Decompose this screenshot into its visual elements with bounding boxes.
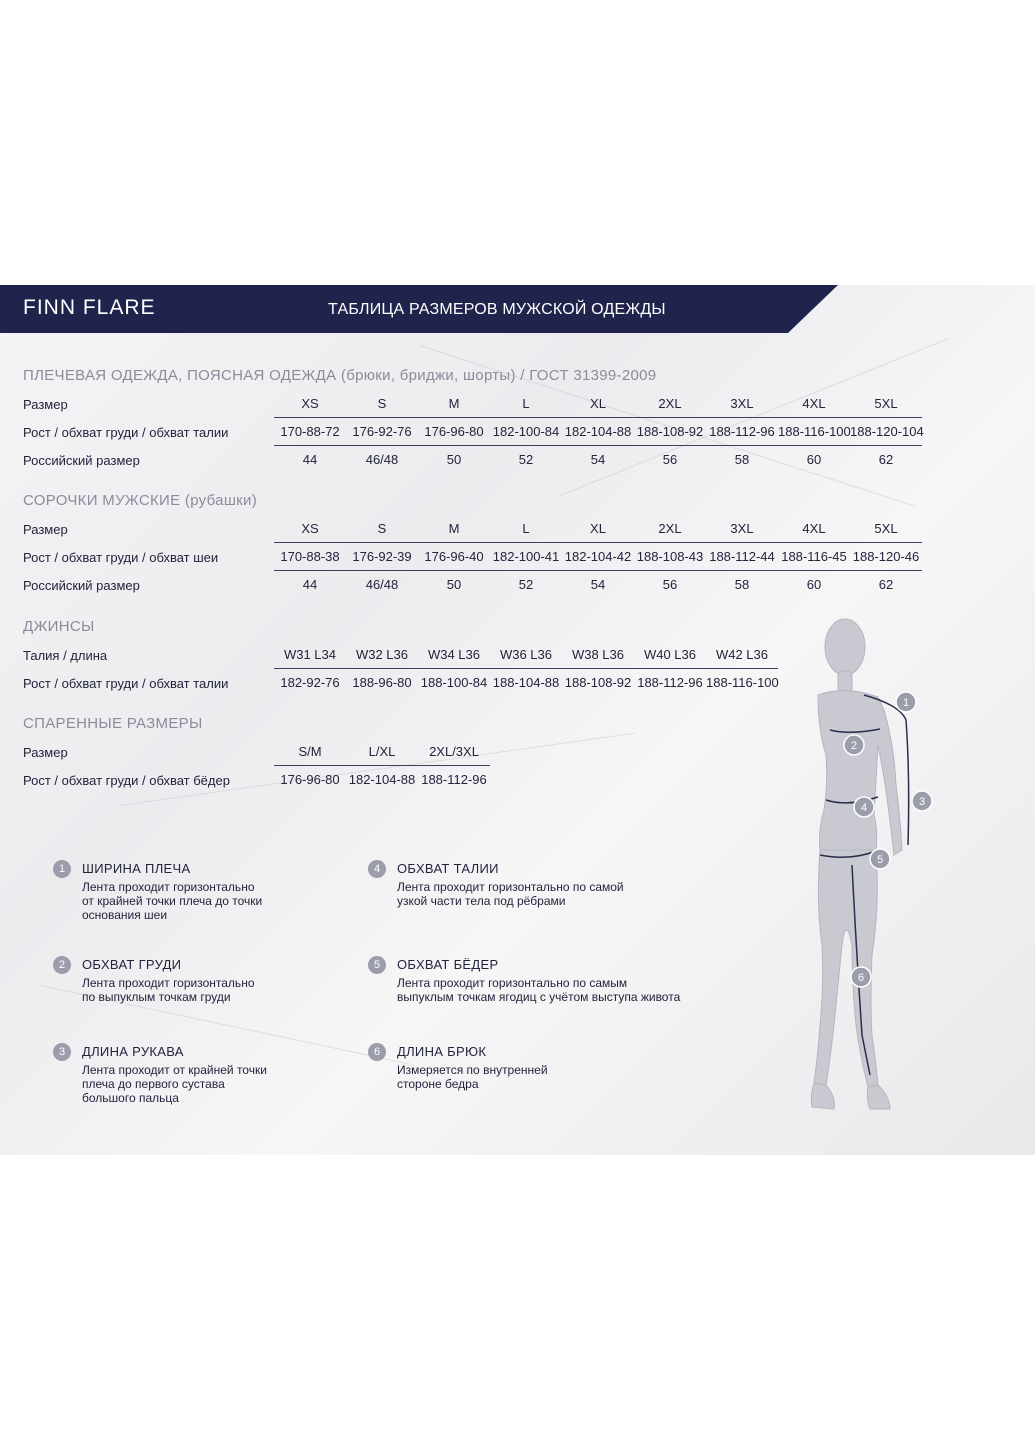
table-cell: 58 — [734, 577, 750, 592]
legend-text: Лента проходит горизонтально по самой узкой части тела под рёбрами — [397, 880, 624, 908]
table-cell: 60 — [806, 452, 822, 467]
table-cell: 2XL — [634, 515, 706, 543]
legend-text: Лента проходит от крайней точки плеча до первого сустава большого пальца — [82, 1063, 267, 1105]
table-cell: 3XL — [706, 515, 778, 543]
table-cell: 188-108-43 — [634, 543, 706, 571]
table-cell: W38 L36 — [562, 641, 634, 669]
marker-badge: 6 — [368, 1043, 386, 1061]
table-cell: 182-92-76 — [280, 675, 340, 690]
table-cell: L — [490, 515, 562, 543]
table-cell: 54 — [590, 452, 606, 467]
marker-label: 6 — [857, 972, 865, 984]
table-cell: W40 L36 — [634, 641, 706, 669]
table-cell: 176-92-76 — [346, 418, 418, 446]
table-cell: 50 — [446, 577, 462, 592]
table-cell: W36 L36 — [490, 641, 562, 669]
table-cell: 182-104-88 — [348, 772, 416, 787]
table-cell: M — [418, 515, 490, 543]
section-title: СОРОЧКИ МУЖСКИЕ (рубашки) — [23, 492, 257, 509]
table-cell: 62 — [878, 577, 894, 592]
table-cell: 176-96-40 — [418, 543, 490, 571]
table-cell: S — [346, 390, 418, 418]
table-cell: 188-104-88 — [492, 675, 560, 690]
table-cell: S — [346, 515, 418, 543]
table-cell: 182-100-41 — [490, 543, 562, 571]
table-cell: 52 — [518, 577, 534, 592]
row-label: Рост / обхват груди / обхват талии — [23, 425, 229, 440]
legend-title: ОБХВАТ ГРУДИ — [82, 957, 182, 972]
table-cell: W42 L36 — [706, 641, 778, 669]
row-label: Российский размер — [23, 453, 140, 468]
row-label: Размер — [23, 522, 68, 537]
brand-logo: FINN FLARE — [23, 296, 156, 319]
table-cell: 50 — [446, 452, 462, 467]
row-label: Рост / обхват груди / обхват шеи — [23, 550, 219, 565]
jeans-size-row — [274, 641, 778, 669]
section-title: СПАРЕННЫЕ РАЗМЕРЫ — [23, 715, 203, 732]
table-cell: 176-96-80 — [280, 772, 340, 787]
table-cell: W31 L34 — [274, 641, 346, 669]
table-cell: 188-112-44 — [706, 543, 778, 571]
table-cell: 170-88-38 — [274, 543, 346, 571]
table-cell: 58 — [734, 452, 750, 467]
table-cell: 188-108-92 — [634, 418, 706, 446]
page-title: ТАБЛИЦА РАЗМЕРОВ МУЖСКОЙ ОДЕЖДЫ — [328, 301, 666, 318]
row-label: Размер — [23, 397, 68, 412]
legend-title: ДЛИНА БРЮК — [397, 1044, 487, 1059]
table-cell: 62 — [878, 452, 894, 467]
legend-title: ШИРИНА ПЛЕЧА — [82, 861, 191, 876]
table-cell: L/XL — [346, 738, 418, 766]
table-cell: 176-92-39 — [346, 543, 418, 571]
ru-size-row — [274, 571, 922, 599]
measure-row — [274, 766, 490, 794]
table-cell: 56 — [662, 452, 678, 467]
table-cell: 182-104-42 — [562, 543, 634, 571]
table-cell: 44 — [302, 452, 318, 467]
legend-text: Лента проходит горизонтально по выпуклым точкам груди — [82, 976, 255, 1004]
marker-badge: 2 — [53, 956, 71, 974]
table-cell: XS — [274, 515, 346, 543]
measure-row — [274, 543, 922, 571]
table-cell: W32 L36 — [346, 641, 418, 669]
table-cell: 52 — [518, 452, 534, 467]
marker-label: 2 — [850, 740, 858, 752]
marker-badge: 1 — [53, 860, 71, 878]
table-cell: W34 L36 — [418, 641, 490, 669]
size-chart-sheet — [0, 285, 1035, 1155]
ru-size-row — [274, 446, 922, 474]
table-cell: 2XL/3XL — [418, 738, 490, 766]
marker-badge: 4 — [368, 860, 386, 878]
table-cell: S/M — [274, 738, 346, 766]
marker-label: 5 — [876, 854, 884, 866]
mannequin-figure — [790, 615, 950, 1135]
legend-title: ОБХВАТ БЁДЕР — [397, 957, 499, 972]
table-cell: 44 — [302, 577, 318, 592]
table-cell: 4XL — [778, 390, 850, 418]
table-cell: 176-96-80 — [418, 418, 490, 446]
table-cell: 46/48 — [365, 452, 399, 467]
table-cell: 188-116-45 — [778, 543, 850, 571]
marker-badge: 3 — [53, 1043, 71, 1061]
table-cell: XL — [562, 390, 634, 418]
section-title: ПЛЕЧЕВАЯ ОДЕЖДА, ПОЯСНАЯ ОДЕЖДА (брюки, бриджи, шорты) / ГОСТ 31399-2009 — [23, 367, 657, 384]
table-cell: 188-100-84 — [420, 675, 488, 690]
section-title: ДЖИНСЫ — [23, 618, 95, 635]
table-cell: 182-100-84 — [490, 418, 562, 446]
measure-row — [274, 418, 922, 446]
row-label: Рост / обхват груди / обхват бёдер — [23, 773, 230, 788]
table-cell: 54 — [590, 577, 606, 592]
row-label: Российский размер — [23, 578, 140, 593]
measure-row — [274, 669, 778, 697]
paired-size-row — [274, 738, 490, 766]
table-cell: 188-116-100 — [706, 675, 779, 690]
row-label: Размер — [23, 745, 68, 760]
table-cell: 188-108-92 — [564, 675, 632, 690]
table-cell: M — [418, 390, 490, 418]
table-cell: XS — [274, 390, 346, 418]
size-row — [274, 390, 922, 418]
size-row — [274, 515, 922, 543]
legend-text: Измеряется по внутренней стороне бедра — [397, 1063, 548, 1091]
table-cell: XL — [562, 515, 634, 543]
table-cell: L — [490, 390, 562, 418]
row-label: Рост / обхват груди / обхват талии — [23, 676, 229, 691]
table-cell: 188-120-104 — [850, 418, 922, 446]
legend-title: ДЛИНА РУКАВА — [82, 1044, 184, 1059]
table-cell: 188-112-96 — [421, 772, 487, 787]
table-cell: 3XL — [706, 390, 778, 418]
table-cell: 188-112-96 — [637, 675, 703, 690]
table-cell: 170-88-72 — [274, 418, 346, 446]
table-cell: 188-112-96 — [706, 418, 778, 446]
table-cell: 188-120-46 — [850, 543, 922, 571]
legend-text: Лента проходит горизонтально от крайней точки плеча до точки основания шеи — [82, 880, 263, 922]
table-cell: 188-116-100 — [778, 418, 850, 446]
marker-label: 3 — [918, 796, 926, 808]
table-cell: 46/48 — [365, 577, 399, 592]
table-cell: 182-104-88 — [562, 418, 634, 446]
legend-title: ОБХВАТ ТАЛИИ — [397, 861, 499, 876]
table-cell: 60 — [806, 577, 822, 592]
marker-label: 1 — [902, 697, 910, 709]
marker-label: 4 — [860, 802, 868, 814]
table-cell: 4XL — [778, 515, 850, 543]
table-cell: 56 — [662, 577, 678, 592]
table-cell: 5XL — [850, 390, 922, 418]
table-cell: 2XL — [634, 390, 706, 418]
legend-text: Лента проходит горизонтально по самым выпуклым точкам ягодиц с учётом выступа живота — [397, 976, 681, 1004]
marker-badge: 5 — [368, 956, 386, 974]
row-label: Талия / длина — [23, 648, 108, 663]
table-cell: 5XL — [850, 515, 922, 543]
table-cell: 188-96-80 — [352, 675, 412, 690]
